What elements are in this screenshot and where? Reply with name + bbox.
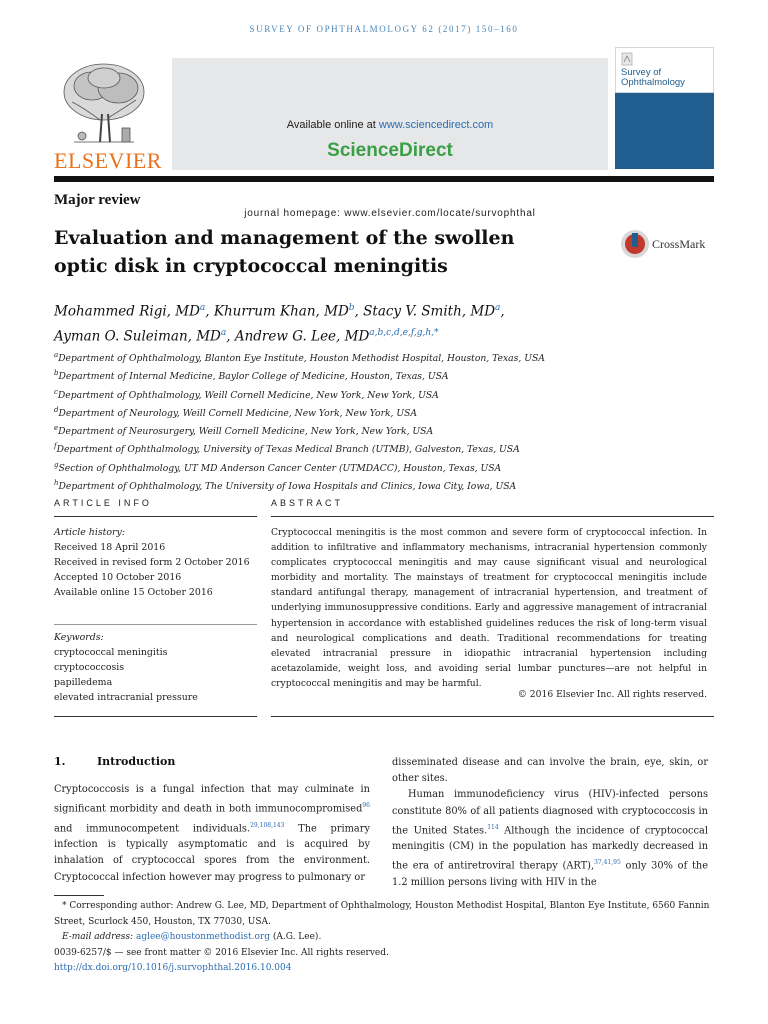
journal-homepage[interactable]: journal homepage: www.elsevier.com/locate/survophthal bbox=[244, 208, 536, 219]
cover-blue-panel bbox=[615, 93, 714, 169]
article-title: Evaluation and management of the swollen optic disk in cryptococcal meningitis bbox=[54, 227, 515, 277]
keyword-item: papilledema bbox=[54, 677, 113, 689]
body-text: and immunocompetent individuals. bbox=[54, 822, 251, 834]
affiliation-item bbox=[54, 403, 694, 421]
affiliation-text: Department of Internal Medicine, Baylor College of Medicine, Houston, Texas, USA bbox=[58, 371, 449, 383]
author-name: Khurrum Khan, MD bbox=[213, 303, 349, 320]
sciencedirect-logo: ScienceDirect bbox=[327, 140, 453, 161]
affiliation-text: Department of Ophthalmology, Weill Cornell Medicine, New York, New York, USA bbox=[57, 389, 439, 401]
body-text: only 30% of the 1.2 million persons living with HIV in the bbox=[392, 860, 708, 888]
body-text: Cryptococcosis is a fungal infection that may culminate in significant morbidity and death in both immunocompromised bbox=[54, 784, 370, 815]
article-history bbox=[54, 525, 259, 600]
history-label: Article history: bbox=[54, 527, 125, 538]
author-affil-sup[interactable]: a bbox=[220, 327, 227, 338]
affiliation-text: Department of Ophthalmology, University of Texas Medical Branch (UTMB), Galveston, Texas, USA bbox=[56, 444, 520, 456]
author-name: Mohammed Rigi, MD bbox=[54, 303, 200, 320]
author-sep: , bbox=[226, 328, 235, 344]
history-item: Received in revised form 2 October 2016 bbox=[54, 557, 250, 569]
cover-title-line2: Ophthalmology bbox=[621, 77, 685, 88]
cover-title-line1: Survey of bbox=[621, 67, 662, 78]
abstract-bottom-rule bbox=[271, 716, 714, 717]
body-paragraph bbox=[392, 787, 708, 891]
author-name: Ayman O. Suleiman, MD bbox=[54, 328, 221, 344]
history-item: Accepted 10 October 2016 bbox=[54, 572, 182, 584]
affiliation-item bbox=[54, 385, 694, 403]
affiliation-item bbox=[54, 366, 694, 384]
author-affil-sup[interactable]: b bbox=[348, 303, 355, 313]
sciencedirect-banner bbox=[172, 58, 608, 219]
footnotes bbox=[54, 899, 714, 977]
elsevier-wordmark: ELSEVIER bbox=[54, 148, 162, 173]
article-info-heading: ARTICLE INFO bbox=[54, 498, 152, 508]
affiliation-sup: g bbox=[54, 460, 59, 469]
author-list bbox=[54, 298, 694, 347]
author-sep: , bbox=[354, 303, 364, 320]
email-link[interactable]: aglee@houstonmethodist.org bbox=[135, 932, 270, 942]
header-rule bbox=[54, 176, 714, 182]
body-text: Human immunodeficiency virus (HIV)-infected persons constitute 80% of all patients diagnosed with cryptococcosis in the United States. bbox=[392, 789, 708, 837]
footnote-rule bbox=[54, 895, 104, 896]
cover-emblem-icon bbox=[621, 52, 633, 66]
crossmark-icon bbox=[620, 229, 650, 259]
affiliation-text: Section of Ophthalmology, UT MD Anderson Cancer Center (UTMDACC), Houston, Texas, USA bbox=[58, 462, 502, 474]
affiliation-item bbox=[54, 458, 694, 476]
body-column-right bbox=[392, 755, 708, 891]
author-sep: , bbox=[205, 303, 214, 320]
author-affil-sup[interactable]: a bbox=[199, 303, 206, 313]
affiliation-item bbox=[54, 476, 694, 494]
citation-ref[interactable]: 96 bbox=[362, 802, 370, 810]
affiliation-text: Department of Ophthalmology, The University of Iowa Hospitals and Clinics, Iowa City, Iowa, USA bbox=[58, 480, 517, 492]
keyword-item: cryptococcal meningitis bbox=[54, 647, 168, 659]
history-keywords-divider bbox=[54, 624, 257, 625]
crossmark-label: CrossMark bbox=[652, 237, 706, 251]
affiliation-sup: h bbox=[54, 478, 59, 487]
citation-ref[interactable]: 37,41,95 bbox=[594, 859, 621, 867]
affiliation-text: Department of Neurology, Weill Cornell Medicine, New York, New York, USA bbox=[58, 407, 418, 419]
citation-ref[interactable]: 29,108,143 bbox=[250, 821, 285, 829]
body-text: The primary infection is typically asymptomatic and is acquired by inhalation of cryptococcal spores from the environment. Cryptococcal infection however may progress to pulmonary or bbox=[54, 822, 370, 883]
affiliation-sup: e bbox=[54, 424, 59, 433]
article-type: Major review bbox=[54, 192, 141, 208]
abstract-rule bbox=[271, 516, 714, 517]
body-paragraph: disseminated disease and can involve the brain, eye, skin, or other sites. bbox=[392, 757, 708, 785]
journal-cover bbox=[615, 47, 714, 169]
keyword-item: elevated intracranial pressure bbox=[54, 692, 198, 704]
cover-top bbox=[615, 47, 714, 93]
affiliation-item bbox=[54, 348, 694, 366]
body-text: Although the incidence of cryptococcal meningitis (CM) in the population has markedly decreased in the era of antiretroviral therapy (ART), bbox=[392, 825, 708, 872]
sciencedirect-link[interactable]: www.sciencedirect.com bbox=[378, 119, 494, 131]
affiliation-list bbox=[54, 348, 694, 494]
email-line bbox=[54, 930, 714, 946]
email-suffix: (A.G. Lee). bbox=[269, 932, 322, 942]
affiliation-text: Department of Neurosurgery, Weill Cornell Medicine, New York, New York, USA bbox=[58, 426, 434, 438]
history-item: Received 18 April 2016 bbox=[54, 542, 166, 554]
citation-ref[interactable]: 114 bbox=[487, 823, 499, 831]
author-affil-sup[interactable]: a,b,c,d,e,f,g,h,* bbox=[369, 327, 439, 338]
abstract-text: Cryptococcal meningitis is the most common and severe form of cryptococcal infection. In addition to infiltrative and inflammatory mechanisms, intracranial hypertension commonly complicates cryptococcal meningitis and may cause significant visual and neurological morbidity and mortality. The mainstays of treatment for cryptococcal meningitis include standard antifungal therapy, management of intracranial hypertension, and treatment of underlying immunosuppressive conditions. Early and aggressive management of intracranial hypertension in accordance with established guidelines reduces the risk of long-term visual and neurological complications and death. Traditional recommendations for treating elevated intracranial pressure in idiopathic intracranial hypertension including acetazolamide, weight loss, and avoiding serial lumbar punctures—are not helpful in cryptococcal meningitis and may be harmful. bbox=[271, 527, 707, 689]
crossmark-badge[interactable] bbox=[620, 229, 720, 259]
history-item: Available online 15 October 2016 bbox=[54, 587, 213, 599]
abstract-heading: ABSTRACT bbox=[271, 498, 344, 508]
section-number: 1. bbox=[54, 755, 66, 768]
author-name: Stacy V. Smith, MD bbox=[363, 303, 496, 320]
doi-link[interactable]: http://dx.doi.org/10.1016/j.survophthal.2016.10.004 bbox=[54, 963, 292, 973]
issn-line: 0039-6257/$ — see front matter © 2016 Elsevier Inc. All rights reserved. bbox=[54, 947, 389, 958]
keyword-item: cryptococcosis bbox=[54, 662, 125, 674]
keyword-list bbox=[54, 630, 259, 705]
affiliation-sup: b bbox=[54, 369, 59, 378]
affiliation-sup: c bbox=[54, 387, 58, 396]
affiliation-sup: d bbox=[54, 405, 59, 414]
keywords-label: Keywords: bbox=[54, 632, 104, 643]
affiliation-text: Department of Ophthalmology, Blanton Eye Institute, Houston Methodist Hospital, Houston, Texas, USA bbox=[58, 353, 545, 365]
email-label: E-mail address: bbox=[62, 932, 136, 942]
corresponding-author-note: * Corresponding author: Andrew G. Lee, MD, Department of Ophthalmology, Houston Methodist Hospital, Blanton Eye Institute, 6560 Fannin Street, Scurlock 450, Houston, TX 77030, USA. bbox=[54, 901, 710, 927]
article-info-bottom-rule bbox=[54, 716, 257, 717]
affiliation-sup: a bbox=[54, 351, 59, 359]
affiliation-item bbox=[54, 439, 694, 457]
affiliation-item bbox=[54, 421, 694, 439]
available-prefix: Available online at bbox=[286, 119, 379, 131]
affiliation-sup: f bbox=[54, 442, 57, 451]
author-sep: , bbox=[500, 303, 505, 320]
introduction-heading bbox=[54, 755, 175, 768]
section-title: Introduction bbox=[97, 755, 176, 768]
body-column-left bbox=[54, 782, 370, 886]
abstract-copyright: © 2016 Elsevier Inc. All rights reserved. bbox=[517, 689, 707, 700]
journal-running-head: SURVEY OF OPHTHALMOLOGY 62 (2017) 150–160 bbox=[249, 24, 519, 34]
author-name: Andrew G. Lee, MD bbox=[234, 328, 370, 344]
article-info-rule bbox=[54, 516, 257, 517]
available-online-line bbox=[172, 119, 608, 131]
author-affil-sup[interactable]: a bbox=[495, 303, 501, 313]
cover-title bbox=[621, 68, 685, 88]
